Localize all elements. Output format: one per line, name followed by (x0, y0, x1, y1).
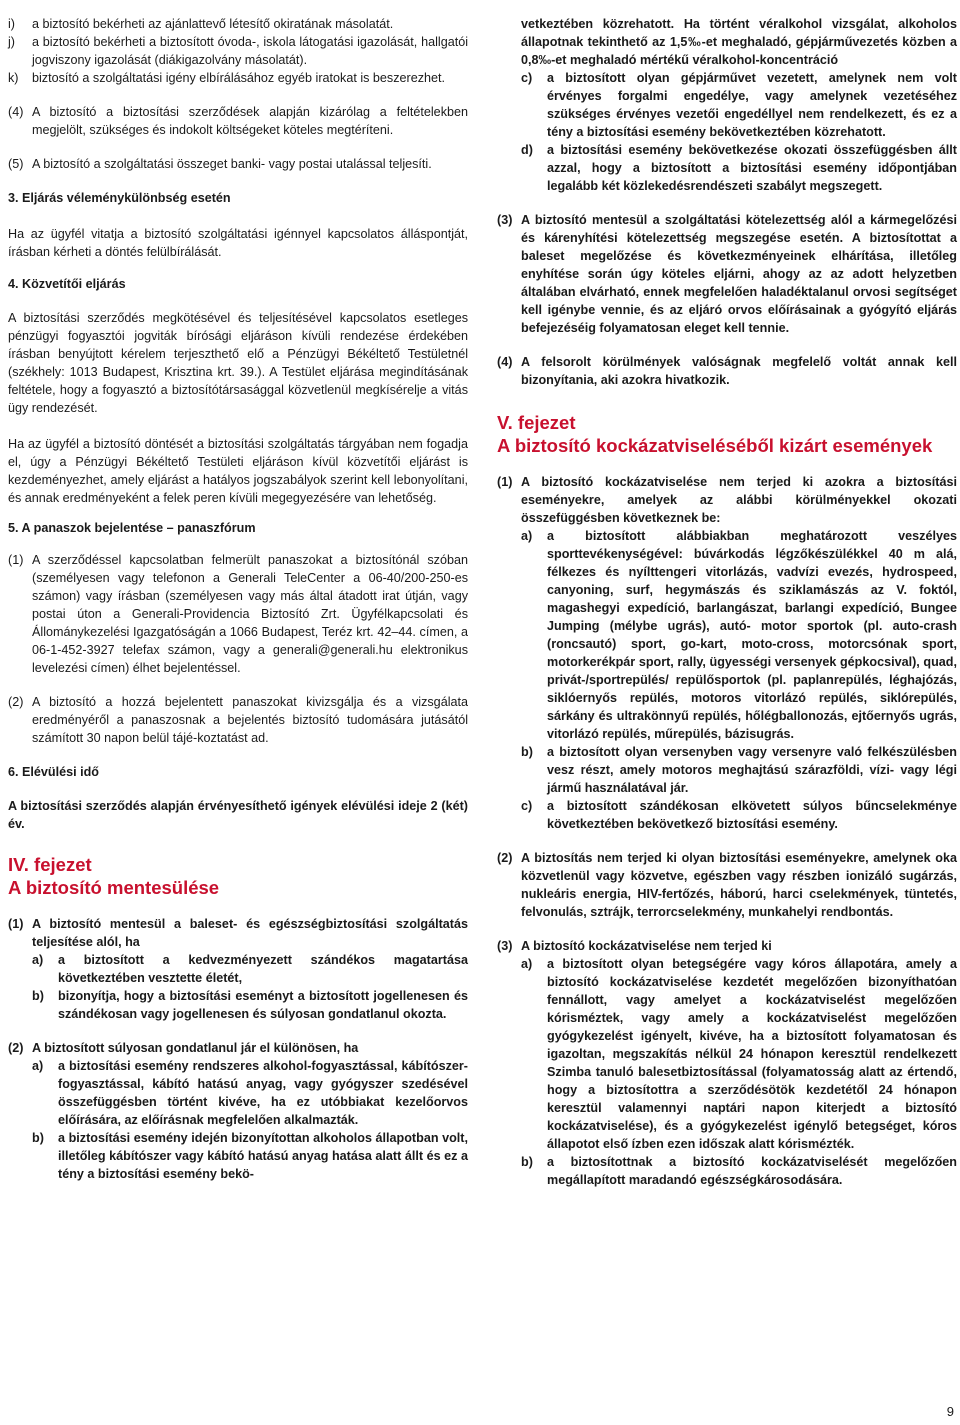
item-label: k) (8, 71, 19, 85)
paragraph-text: A biztosítás nem terjed ki olyan biztosítási eseményekre, amelynek oka közvetlenül vagy közvetve, egészben vagy részben ionizáló sugárzás, nukleáris energia, HIV-fertőzés, háború, harci cselekmények, tüntetés, felvonulás, sztrájk, terrorcselekmény, munkahelyi rendbontás. (521, 851, 957, 919)
item-text: a biztosított olyan gépjárművet vezetett, amelynek nem volt érvényes forgalmi engedélye, vagy amelynek vezetéséhez szükséges érvényes vezetői engedéllyel nem rendelkezett, és ez a tény a biztosítási esemény bekövetkeztében közrehatott. (547, 71, 957, 139)
paragraph-text: A biztosító kockázatviselése nem terjed ki (521, 939, 772, 953)
paragraph-text: A biztosító mentesül a szolgáltatási kötelezettség alól a kármegelőzési és kárenyhítési kötelezettség megszegése esetén. A biztosítottat a baleset megelőzése és következményeinek elhárítása, illetőleg enyhítése során úgy köteles eljárni, ahogy az az adott helyzetben általában elvárható, ennek megfelelően haladéktalanul orvosi segítséget kell igénybe vennie, és az eljáró orvos előírásainak a gyógyító eljárás befejezéséig folyamatosan eleget kell tennie. (521, 213, 957, 335)
list-item-b (521, 1153, 957, 1189)
item-text: a biztosítási esemény bekövetkezése okozati összefüggésben állt azzal, hogy a biztosított a biztosítási esemény időpontjában legalább két közlekedésrendészeti szabályt megszegett. (547, 143, 957, 193)
chapter-5-paragraph-2 (497, 849, 957, 921)
item-text: bizonyítja, hogy a biztosítási eseményt a biztosított jogellenesen és szándékosan vagy jogellenesen és súlyosan gondatlanul okozta. (58, 989, 468, 1021)
paragraph-text: A biztosított súlyosan gondatlanul jár el különösen, ha (32, 1041, 359, 1055)
item-label: d) (521, 143, 533, 157)
section-3-text: Ha az ügyfél vitatja a biztosító szolgáltatási igénnyel kapcsolatos álláspontját, írásban kérheti a döntés felülbírálását. (8, 227, 468, 259)
item-label: b) (32, 1131, 44, 1145)
item-label: c) (521, 799, 533, 813)
chapter-5-paragraph-3 (497, 937, 957, 955)
paragraph-label: (1) (8, 553, 24, 567)
section-4-heading: 4. Közvetítői eljárás (8, 277, 126, 291)
paragraph-label: (4) (497, 355, 513, 369)
paragraph-text: A biztosító a biztosítási szerződések alapján kizárólag a feltételekben megjelölt, szükséges és indokolt költségeket köteles megtéríteni. (32, 105, 468, 137)
section-6-text: A biztosítási szerződés alapján érvényesíthető igények elévülési ideje 2 (két) év. (8, 799, 468, 831)
chapter-5-title: A biztosító kockázatviseléséből kizárt események (497, 435, 933, 456)
list-item-a (32, 951, 468, 987)
paragraph-text: A biztosító mentesül a baleset- és egészségbiztosítási szolgáltatás teljesítése alól, ha (32, 917, 468, 949)
paragraph-3 (497, 211, 957, 337)
paragraph-4 (8, 103, 468, 139)
item-text: a biztosított olyan betegségére vagy kóros állapotára, amely a biztosító kockázatviselése kezdetét megelőzően bizonyíthatóan fennállott, vagy amelyet a kockázatviselést megelőzően kórisméztek, vagy amely a kockázatviselést megelőzően gyógykezelést igényelt, kivéve, ha a biztosított folyamatosan és igazoltan, megszakítás nélkül 24 hónapon keresztül rendelkezett Szimba tanuló balesetbiztosítással (folyamatosság alatt az értendő, hogy a biztosítottra a szerződésötök kezdetétől 24 hónapon keresztül valamennyi naptári napon kiterjedt a biztosító kockázatviselése), és a gyógykezelést igénylő betegséget, kóros állapotot első ízben ezen időszak alatt kórismézték. (547, 957, 957, 1151)
item-text: a biztosítási esemény rendszeres alkohol-fogyasztással, kábítószer-fogyasztással, kábító hatású anyag, vagy gyógyszer szedésével összefüggésben történt kivéve, ha ez utóbbiakat kezelőorvos előírására, az előírásnak megfelelően alkalmazták. (58, 1059, 468, 1127)
section-3-heading: 3. Eljárás véleménykülönbség esetén (8, 191, 231, 205)
paragraph-text: A szerződéssel kapcsolatban felmerült panaszokat a biztosítónál szóban (személyesen vagy telefonon a Generali TeleCenter a 06-40/200-250-es számon) vagy írásban (személyesen vagy más által átadott irat útján, vagy postai úton a Generali-Providencia Biztosító Zrt. Ügyfélkapcsolati és Állománykezelési Igazgatóságán a 1066 Budapest, Teréz krt. 42–44. címen, a 06-1-452-3927 telefax számon, vagy a generali@generali.hu elektronikus levelezési címen) élhet bejelentéssel. (32, 553, 468, 675)
paragraph-label: (2) (8, 1041, 24, 1055)
paragraph-label: (1) (497, 475, 513, 489)
item-label: a) (521, 957, 533, 971)
item-text: a biztosított olyan versenyben vagy versenyre való felkészülésben vesz részt, amely motoros meghajtású szárazföldi, vízi- vagy légi jármű használatával jár. (547, 745, 957, 795)
section-4-text-1: A biztosítási szerződés megkötésével és teljesítésével kapcsolatos esetleges pénzügyi fogyasztói jogviták bírósági eljáráson kívüli rendezése érdekében írásban benyújtott kérelem terjeszthető elő a Pénzügyi Békéltető Testületnél (székhely: 1013 Budapest, Krisztina krt. 39.). A Testület eljárása megindításának feltétele, hogy a fogyasztó a biztosítótársasággal közvetlenül megkísérelje a vitás ügy rendezését. (8, 311, 468, 415)
section-5-heading: 5. A panaszok bejelentése – panaszfórum (8, 521, 256, 535)
list-item-i (8, 15, 468, 33)
paragraph-text: A biztosító kockázatviselése nem terjed ki azokra a biztosítási eseményekre, amelyek az alábbi körülményekkel okozati összefüggésben következnek be: (521, 475, 957, 525)
chapter-4-paragraph-2 (8, 1039, 468, 1057)
list-item-j (8, 33, 468, 69)
item-label: b) (521, 745, 533, 759)
paragraph-label: (3) (497, 939, 513, 953)
paragraph-text: A biztosító a hozzá bejelentett panaszokat kivizsgálja és a vizsgálata eredményéről a panaszosnak a bejelentés biztosító tudomására jutásától számított 30 napon belül tájé-koztatást ad. (32, 695, 468, 745)
chapter-4-paragraph-1 (8, 915, 468, 951)
chapter-4-title: A biztosító mentesülése (8, 877, 220, 898)
item-label: b) (521, 1155, 533, 1169)
paragraph-label: (3) (497, 213, 513, 227)
paragraph-label: (2) (8, 695, 24, 709)
page-number: 9 (946, 1404, 954, 1419)
section-6-heading: 6. Elévülési idő (8, 765, 99, 779)
continued-text: vetkeztében közrehatott. Ha történt véralkohol vizsgálat, alkoholos állapotnak tekinthető az 1,5‰-et meghaladó, gépjárművezetés közben a 0,8‰-et meghaladó mértékű véralkohol-koncentráció (521, 17, 957, 67)
item-label: a) (32, 953, 44, 967)
chapter-4-number: IV. fejezet (8, 854, 92, 875)
paragraph-label: (4) (8, 105, 24, 119)
left-column (8, 15, 468, 1183)
list-item-k (8, 69, 468, 87)
paragraph-4 (497, 353, 957, 389)
list-item-a (521, 955, 957, 1153)
item-label: j) (8, 35, 15, 49)
list-item-d (521, 141, 957, 195)
paragraph-label: (1) (8, 917, 24, 931)
item-label: a) (521, 529, 533, 543)
item-text: a biztosító bekérheti az ajánlattevő létesítő okiratának másolatát. (32, 17, 394, 31)
section-5-paragraph-1 (8, 551, 468, 677)
item-label: c) (521, 71, 533, 85)
section-4-text-2: Ha az ügyfél a biztosító döntését a biztosítási szolgáltatás tárgyában nem fogadja el, úgy a Pénzügyi Békéltető Testületi eljáráson kívül közvetítői eljárást is kezdeményezhet, amely eljárást a hatályos jogszabályok szerint kell lebonyolítani, és annak eredményeként a felek peren kívüli megegyezésére van lehetőség. (8, 437, 468, 505)
paragraph-text: A biztosító a szolgáltatási összeget banki- vagy postai utalással teljesíti. (32, 157, 432, 171)
list-item-a (32, 1057, 468, 1129)
item-text: a biztosító bekérheti a biztosított óvoda-, iskola látogatási igazolását, hallgatói jogviszony igazolását (diákigazolvány másolatát). (32, 35, 468, 67)
list-item-b (32, 987, 468, 1023)
item-label: b) (32, 989, 44, 1003)
item-label: a) (32, 1059, 44, 1073)
paragraph-5 (8, 155, 468, 173)
list-item-a (521, 527, 957, 743)
paragraph-label: (2) (497, 851, 513, 865)
item-text: a biztosítási esemény idején bizonyítottan alkoholos állapotban volt, illetőleg kábítószer vagy kábító hatású anyag hatása alatt állt és ez a tény a biztosítási esemény bekö- (58, 1131, 468, 1181)
list-item-b (32, 1129, 468, 1183)
item-text: a biztosított a kedvezményezett szándékos magatartása következtében vesztette életét, (58, 953, 468, 985)
chapter-5-paragraph-1 (497, 473, 957, 527)
paragraph-text: A felsorolt körülmények valóságnak megfelelő voltát annak kell bizonyítania, aki azokra hivatkozik. (521, 355, 957, 387)
chapter-5-number: V. fejezet (497, 412, 576, 433)
list-item-b (521, 743, 957, 797)
item-text: biztosító a szolgáltatási igény elbírálásához egyéb iratokat is beszerezhet. (32, 71, 446, 85)
item-label: i) (8, 17, 15, 31)
section-5-paragraph-2 (8, 693, 468, 747)
item-text: a biztosított alábbiakban meghatározott veszélyes sporttevékenységével: búvárkodás légzőkészülékkel 40 m alá, félkezes és nyílttengeri vitorlázás, vadvízi evezés, hydrospeed, canyoning, surf, hegymászás és sziklamászás az V. foktól, magashegyi expedíció, barlangászat, barlangi expedíció, Bungee Jumping (mélybe ugrás), autó- motor sportok (pl. auto-crash (roncsautó) sport, go-kart, moto-cross, motorcsónak sport, motorkerékpár sport, rally, ügyességi versenyek gépkocsival), quad, privát-/sportrepülés/ repülősportok (pl. paplanrepülés, léghajózás, siklóernyős repülés, motoros vitorlázó repülés, siklórepülés, sárkány és ultrakönnyű repülés, hőlégballonozás, ejtőernyős ugrás, vitorlázó repülés, műrepülés, bázisugrás. (547, 529, 957, 741)
item-text: a biztosítottnak a biztosító kockázatviselését megelőzően megállapított maradandó egészségkárosodására. (547, 1155, 957, 1187)
paragraph-label: (5) (8, 157, 24, 171)
list-item-c (521, 69, 957, 141)
right-column (497, 15, 957, 1189)
list-item-c (521, 797, 957, 833)
item-text: a biztosított szándékosan elkövetett súlyos bűncselekménye következtében bekövetkező biztosítási esemény. (547, 799, 957, 831)
